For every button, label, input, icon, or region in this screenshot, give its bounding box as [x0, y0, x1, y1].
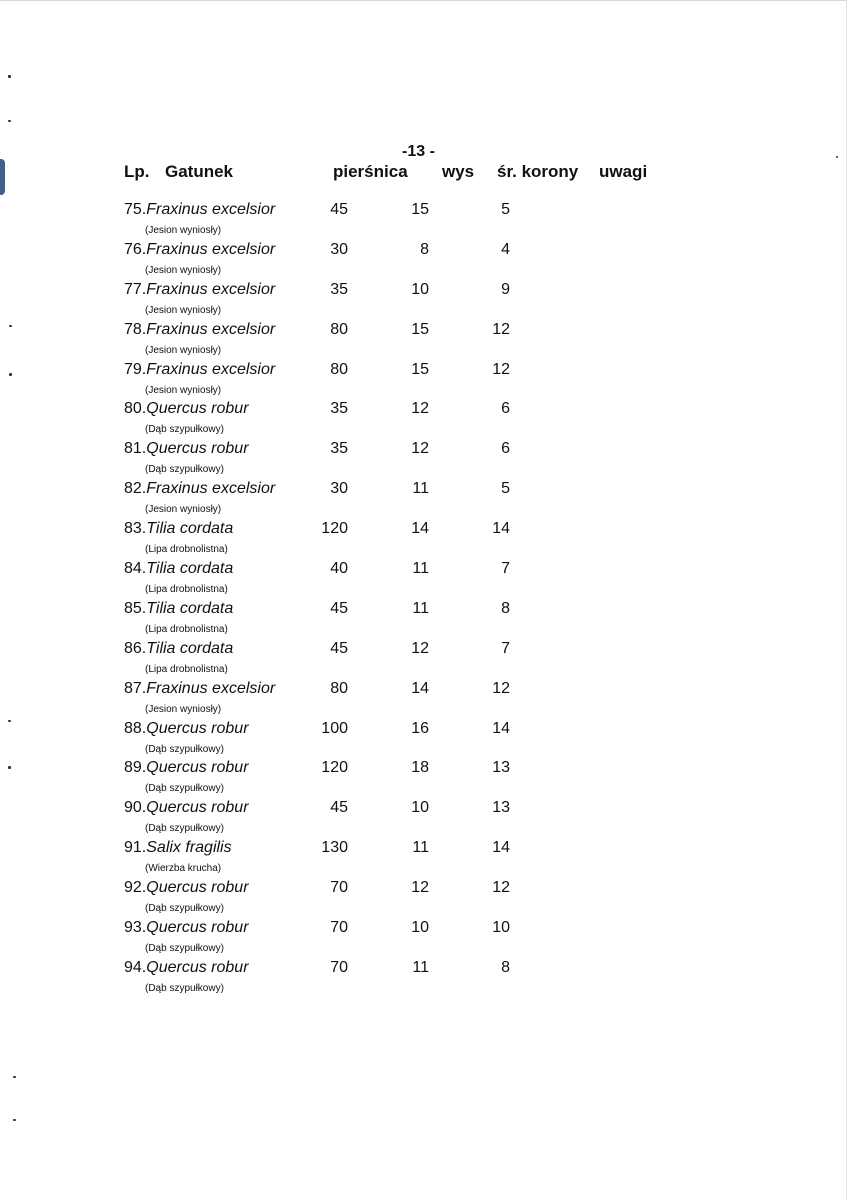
- latin-name: Quercus robur: [146, 958, 249, 976]
- latin-name: Quercus robur: [146, 400, 249, 418]
- piersnica-value: 120: [321, 520, 348, 538]
- species-name: [124, 919, 249, 937]
- table-row: [0, 680, 847, 720]
- table-row: [0, 839, 847, 879]
- wys-value: 15: [411, 360, 429, 378]
- species-name: [124, 201, 275, 219]
- wys-value: 8: [420, 240, 429, 258]
- common-name: (Dąb szypułkowy): [145, 743, 224, 755]
- piersnica-value: 35: [330, 440, 348, 458]
- row-number: 81.: [124, 440, 147, 458]
- row-number: 77.: [124, 280, 147, 298]
- common-name: (Dąb szypułkowy): [145, 424, 224, 436]
- wys-value: 14: [411, 520, 429, 538]
- species-name: [124, 680, 275, 698]
- table-row: [0, 480, 847, 520]
- piersnica-value: 30: [330, 240, 348, 258]
- wys-value: 15: [411, 201, 429, 218]
- table-row: [0, 799, 847, 839]
- header-uwagi: uwagi: [599, 162, 648, 181]
- scan-speck: [8, 120, 11, 122]
- latin-name: Quercus robur: [146, 440, 249, 458]
- species-name: [124, 321, 275, 339]
- wys-value: 10: [411, 919, 429, 937]
- korony-value: 12: [492, 360, 510, 378]
- korony-value: 6: [501, 400, 510, 418]
- species-name: [124, 640, 233, 658]
- species-name: [124, 281, 275, 299]
- row-number: 91.: [124, 839, 147, 857]
- piersnica-value: 100: [321, 719, 348, 737]
- row-number: 80.: [124, 400, 147, 418]
- header-gatunek: Gatunek: [165, 162, 234, 181]
- table-header: [0, 162, 847, 184]
- table-row: [0, 759, 847, 799]
- wys-value: 12: [411, 440, 429, 458]
- common-name: (Dąb szypułkowy): [145, 903, 224, 915]
- korony-value: 8: [501, 599, 510, 617]
- row-number: 84.: [124, 560, 147, 578]
- table-row: [0, 201, 847, 241]
- row-number: 83.: [124, 520, 147, 538]
- latin-name: Fraxinus excelsior: [146, 360, 276, 378]
- row-number: 85.: [124, 599, 147, 617]
- latin-name: Salix fragilis: [146, 839, 232, 857]
- common-name: (Dąb szypułkowy): [145, 943, 224, 955]
- wys-value: 12: [411, 639, 429, 657]
- korony-value: 7: [501, 639, 510, 657]
- korony-value: 5: [501, 201, 510, 218]
- piersnica-value: 40: [330, 560, 348, 578]
- row-number: 88.: [124, 719, 147, 737]
- header-wys: wys: [442, 162, 475, 181]
- scan-speck: [13, 1076, 16, 1078]
- wys-value: 11: [412, 839, 429, 857]
- korony-value: 9: [501, 280, 510, 298]
- latin-name: Quercus robur: [146, 719, 249, 737]
- row-number: 75.: [124, 201, 147, 218]
- species-name: [124, 839, 232, 857]
- latin-name: Tilia cordata: [146, 520, 234, 538]
- species-name: [124, 400, 249, 418]
- wys-value: 11: [412, 599, 429, 617]
- species-name: [124, 440, 249, 458]
- row-number: 89.: [124, 759, 147, 777]
- common-name: (Lipa drobnolistna): [145, 623, 228, 635]
- table-row: [0, 520, 847, 560]
- table-row: [0, 281, 847, 321]
- species-name: [124, 720, 249, 738]
- latin-name: Tilia cordata: [146, 560, 234, 578]
- row-number: 79.: [124, 360, 147, 378]
- piersnica-value: 45: [330, 799, 348, 817]
- piersnica-value: 80: [330, 320, 348, 338]
- wys-value: 10: [411, 799, 429, 817]
- common-name: (Jesion wyniosły): [145, 304, 222, 316]
- piersnica-value: 70: [330, 958, 348, 976]
- table-row: [0, 440, 847, 480]
- korony-value: 8: [501, 958, 510, 976]
- common-name: (Jesion wyniosły): [145, 504, 222, 516]
- latin-name: Fraxinus excelsior: [146, 280, 276, 298]
- wys-value: 16: [411, 719, 429, 737]
- wys-value: 18: [411, 759, 429, 777]
- korony-value: 10: [492, 919, 510, 937]
- latin-name: Fraxinus excelsior: [146, 679, 276, 697]
- piersnica-value: 45: [330, 639, 348, 657]
- common-name: (Jesion wyniosły): [145, 225, 222, 236]
- header-lp: Lp.: [124, 162, 150, 181]
- wys-value: 10: [411, 280, 429, 298]
- wys-value: 14: [411, 679, 429, 697]
- piersnica-value: 120: [321, 759, 348, 777]
- piersnica-value: 130: [321, 839, 348, 857]
- piersnica-value: 70: [330, 919, 348, 937]
- page-number: -13 -: [402, 143, 435, 160]
- row-number: 92.: [124, 879, 147, 897]
- piersnica-value: 45: [330, 201, 348, 218]
- korony-value: 13: [492, 759, 510, 777]
- row-number: 76.: [124, 240, 147, 258]
- common-name: (Jesion wyniosły): [145, 264, 222, 276]
- table-row: [0, 400, 847, 440]
- common-name: (Lipa drobnolistna): [145, 663, 228, 675]
- korony-value: 14: [492, 520, 510, 538]
- latin-name: Quercus robur: [146, 759, 249, 777]
- latin-name: Fraxinus excelsior: [146, 201, 276, 218]
- table-row: [0, 560, 847, 600]
- table-row: [0, 361, 847, 401]
- piersnica-value: 70: [330, 879, 348, 897]
- species-name: [124, 241, 275, 259]
- species-name: [124, 759, 249, 777]
- korony-value: 6: [501, 440, 510, 458]
- header-korony: śr. korony: [497, 162, 579, 181]
- latin-name: Tilia cordata: [146, 639, 234, 657]
- species-name: [124, 600, 233, 618]
- scan-speck: [13, 1119, 16, 1121]
- wys-value: 11: [412, 480, 429, 498]
- table-row: [0, 879, 847, 919]
- piersnica-value: 80: [330, 360, 348, 378]
- korony-value: 7: [501, 560, 510, 578]
- piersnica-value: 35: [330, 400, 348, 418]
- header-piersnica: pierśnica: [333, 162, 408, 181]
- common-name: (Jesion wyniosły): [145, 703, 222, 715]
- korony-value: 14: [492, 719, 510, 737]
- row-number: 93.: [124, 919, 147, 937]
- common-name: (Dąb szypułkowy): [145, 783, 224, 795]
- row-number: 78.: [124, 320, 147, 338]
- table-row: [0, 321, 847, 361]
- row-number: 86.: [124, 639, 147, 657]
- latin-name: Fraxinus excelsior: [146, 480, 276, 498]
- table-row: [0, 720, 847, 760]
- wys-value: 11: [412, 560, 429, 578]
- wys-value: 11: [412, 958, 429, 976]
- common-name: (Dąb szypułkowy): [145, 982, 224, 994]
- row-number: 82.: [124, 480, 147, 498]
- species-name: [124, 520, 233, 538]
- korony-value: 12: [492, 320, 510, 338]
- latin-name: Tilia cordata: [146, 599, 234, 617]
- latin-name: Fraxinus excelsior: [146, 240, 276, 258]
- row-number: 94.: [124, 958, 147, 976]
- korony-value: 12: [492, 679, 510, 697]
- piersnica-value: 45: [330, 599, 348, 617]
- common-name: (Jesion wyniosły): [145, 384, 222, 396]
- table-row: [0, 640, 847, 680]
- common-name: (Lipa drobnolistna): [145, 544, 228, 556]
- latin-name: Fraxinus excelsior: [146, 320, 276, 338]
- wys-value: 12: [411, 400, 429, 418]
- row-number: 87.: [124, 679, 147, 697]
- korony-value: 5: [501, 480, 510, 498]
- wys-value: 12: [411, 879, 429, 897]
- table-row: [0, 959, 847, 999]
- species-name: [124, 480, 275, 498]
- korony-value: 14: [492, 839, 510, 857]
- piersnica-value: 80: [330, 679, 348, 697]
- tree-table: [0, 201, 847, 999]
- common-name: (Dąb szypułkowy): [145, 823, 224, 835]
- latin-name: Quercus robur: [146, 879, 249, 897]
- wys-value: 15: [411, 320, 429, 338]
- latin-name: Quercus robur: [146, 799, 249, 817]
- piersnica-value: 30: [330, 480, 348, 498]
- species-name: [124, 879, 249, 897]
- species-name: [124, 361, 275, 379]
- species-name: [124, 799, 249, 817]
- scan-speck: [836, 156, 838, 158]
- scan-speck: [8, 75, 11, 78]
- piersnica-value: 35: [330, 280, 348, 298]
- common-name: (Jesion wyniosły): [145, 344, 222, 356]
- common-name: (Dąb szypułkowy): [145, 464, 224, 476]
- table-row: [0, 600, 847, 640]
- korony-value: 4: [501, 240, 510, 258]
- common-name: (Wierzba krucha): [145, 863, 222, 875]
- korony-value: 13: [492, 799, 510, 817]
- species-name: [124, 560, 233, 578]
- common-name: (Lipa drobnolistna): [145, 584, 228, 596]
- row-number: 90.: [124, 799, 147, 817]
- latin-name: Quercus robur: [146, 919, 249, 937]
- korony-value: 12: [492, 879, 510, 897]
- table-row: [0, 241, 847, 281]
- table-row: [0, 919, 847, 959]
- species-name: [124, 959, 249, 977]
